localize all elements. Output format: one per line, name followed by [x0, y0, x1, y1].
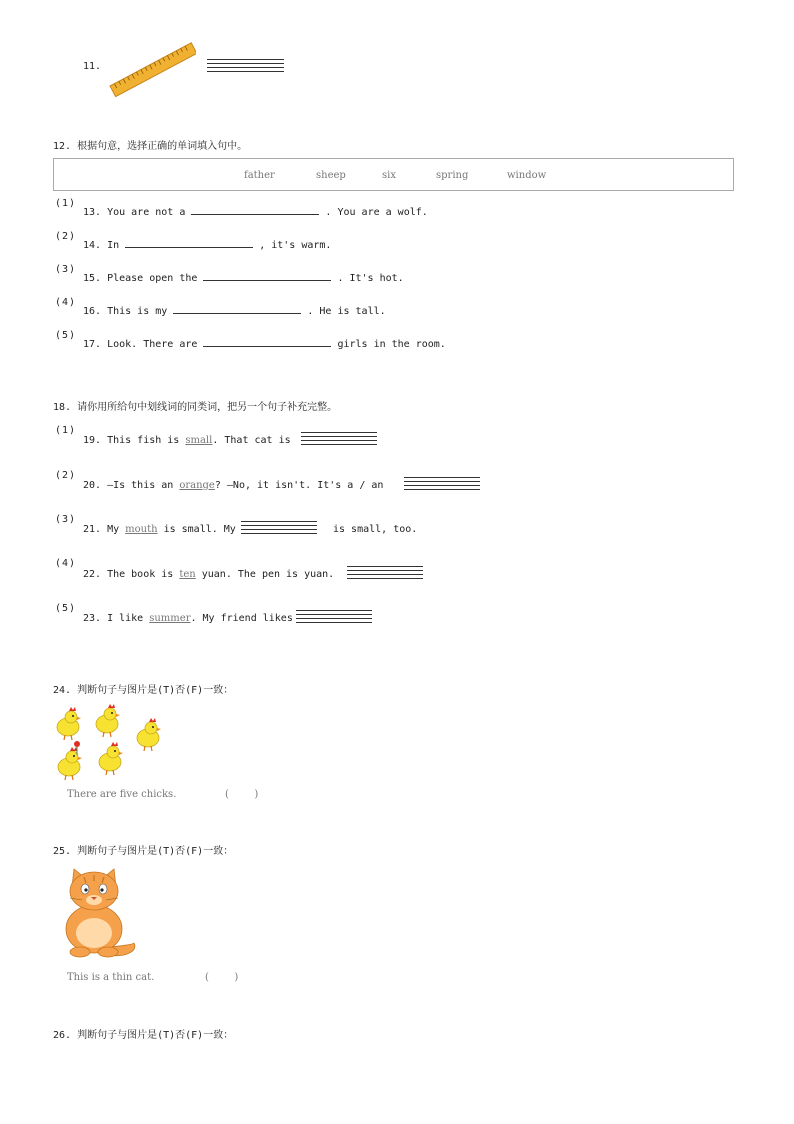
question-16: 16. This is my . He is tall. — [83, 306, 386, 317]
sub-label: (1) — [55, 198, 77, 209]
word-bank-item: father — [244, 170, 275, 181]
sub-label: (4) — [55, 558, 77, 569]
question-13: 13. You are not a . You are a wolf. — [83, 207, 428, 218]
underlined-word: ten — [179, 569, 196, 580]
sub-label: (2) — [55, 470, 77, 481]
sub-label: (3) — [55, 264, 77, 275]
answer-lines-19[interactable] — [301, 432, 377, 448]
sub-label: (3) — [55, 514, 77, 525]
word-bank-item: spring — [436, 170, 469, 181]
word-bank — [53, 158, 734, 191]
sub-label: (4) — [55, 297, 77, 308]
sub-label: (2) — [55, 231, 77, 242]
cat-illustration-icon — [60, 867, 142, 963]
question-24-sentence: There are five chicks. — [67, 789, 177, 800]
blank-13[interactable] — [191, 205, 319, 215]
question-25-sentence: This is a thin cat. — [67, 972, 155, 983]
underlined-word: summer — [149, 613, 191, 624]
question-21-tail: is small, too. — [333, 524, 418, 535]
question-22: 22. The book is ten yuan. The pen is yuan. — [83, 569, 335, 580]
word-bank-item: six — [382, 170, 396, 181]
question-20: 20. —Is this an orange? —No, it isn't. It's a / an — [83, 480, 384, 491]
ruler-icon — [106, 36, 196, 100]
question-23: 23. I like summer. My friend likes — [83, 613, 293, 624]
question-17: 17. Look. There are girls in the room. — [83, 339, 446, 350]
underlined-word: mouth — [125, 524, 158, 535]
answer-lines-11[interactable] — [207, 59, 284, 75]
answer-lines-22[interactable] — [347, 566, 423, 582]
question-26-title: 26. 判断句子与图片是(T)否(F)一致： — [53, 1030, 234, 1041]
sub-label: (5) — [55, 603, 77, 614]
sub-label: (1) — [55, 425, 77, 436]
answer-lines-23[interactable] — [296, 610, 372, 626]
blank-15[interactable] — [203, 271, 331, 281]
word-bank-item: sheep — [316, 170, 346, 181]
blank-14[interactable] — [125, 238, 253, 248]
question-18-title: 18. 请你用所给句中划线词的同类词，把另一个句子补充完整。 — [53, 402, 338, 413]
question-12-title: 12. 根据句意，选择正确的单词填入句中。 — [53, 141, 248, 152]
question-24-title: 24. 判断句子与图片是(T)否(F)一致： — [53, 685, 234, 696]
underlined-word: small — [185, 435, 213, 446]
question-14: 14. In , it's warm. — [83, 240, 332, 251]
blank-17[interactable] — [203, 337, 331, 347]
answer-lines-20[interactable] — [404, 477, 480, 493]
answer-lines-21[interactable] — [241, 521, 317, 537]
chicks-illustration-icon — [52, 701, 168, 783]
question-25-title: 25. 判断句子与图片是(T)否(F)一致： — [53, 846, 234, 857]
underlined-word: orange — [179, 480, 215, 491]
question-15: 15. Please open the . It's hot. — [83, 273, 404, 284]
answer-paren-25[interactable]: ( ) — [205, 972, 239, 983]
question-21: 21. My mouth is small. My — [83, 524, 236, 535]
blank-16[interactable] — [173, 304, 301, 314]
question-19: 19. This fish is small. That cat is — [83, 435, 291, 446]
answer-paren-24[interactable]: ( ) — [225, 789, 259, 800]
question-11-number: 11. — [83, 61, 102, 72]
sub-label: (5) — [55, 330, 77, 341]
word-bank-item: window — [507, 170, 547, 181]
